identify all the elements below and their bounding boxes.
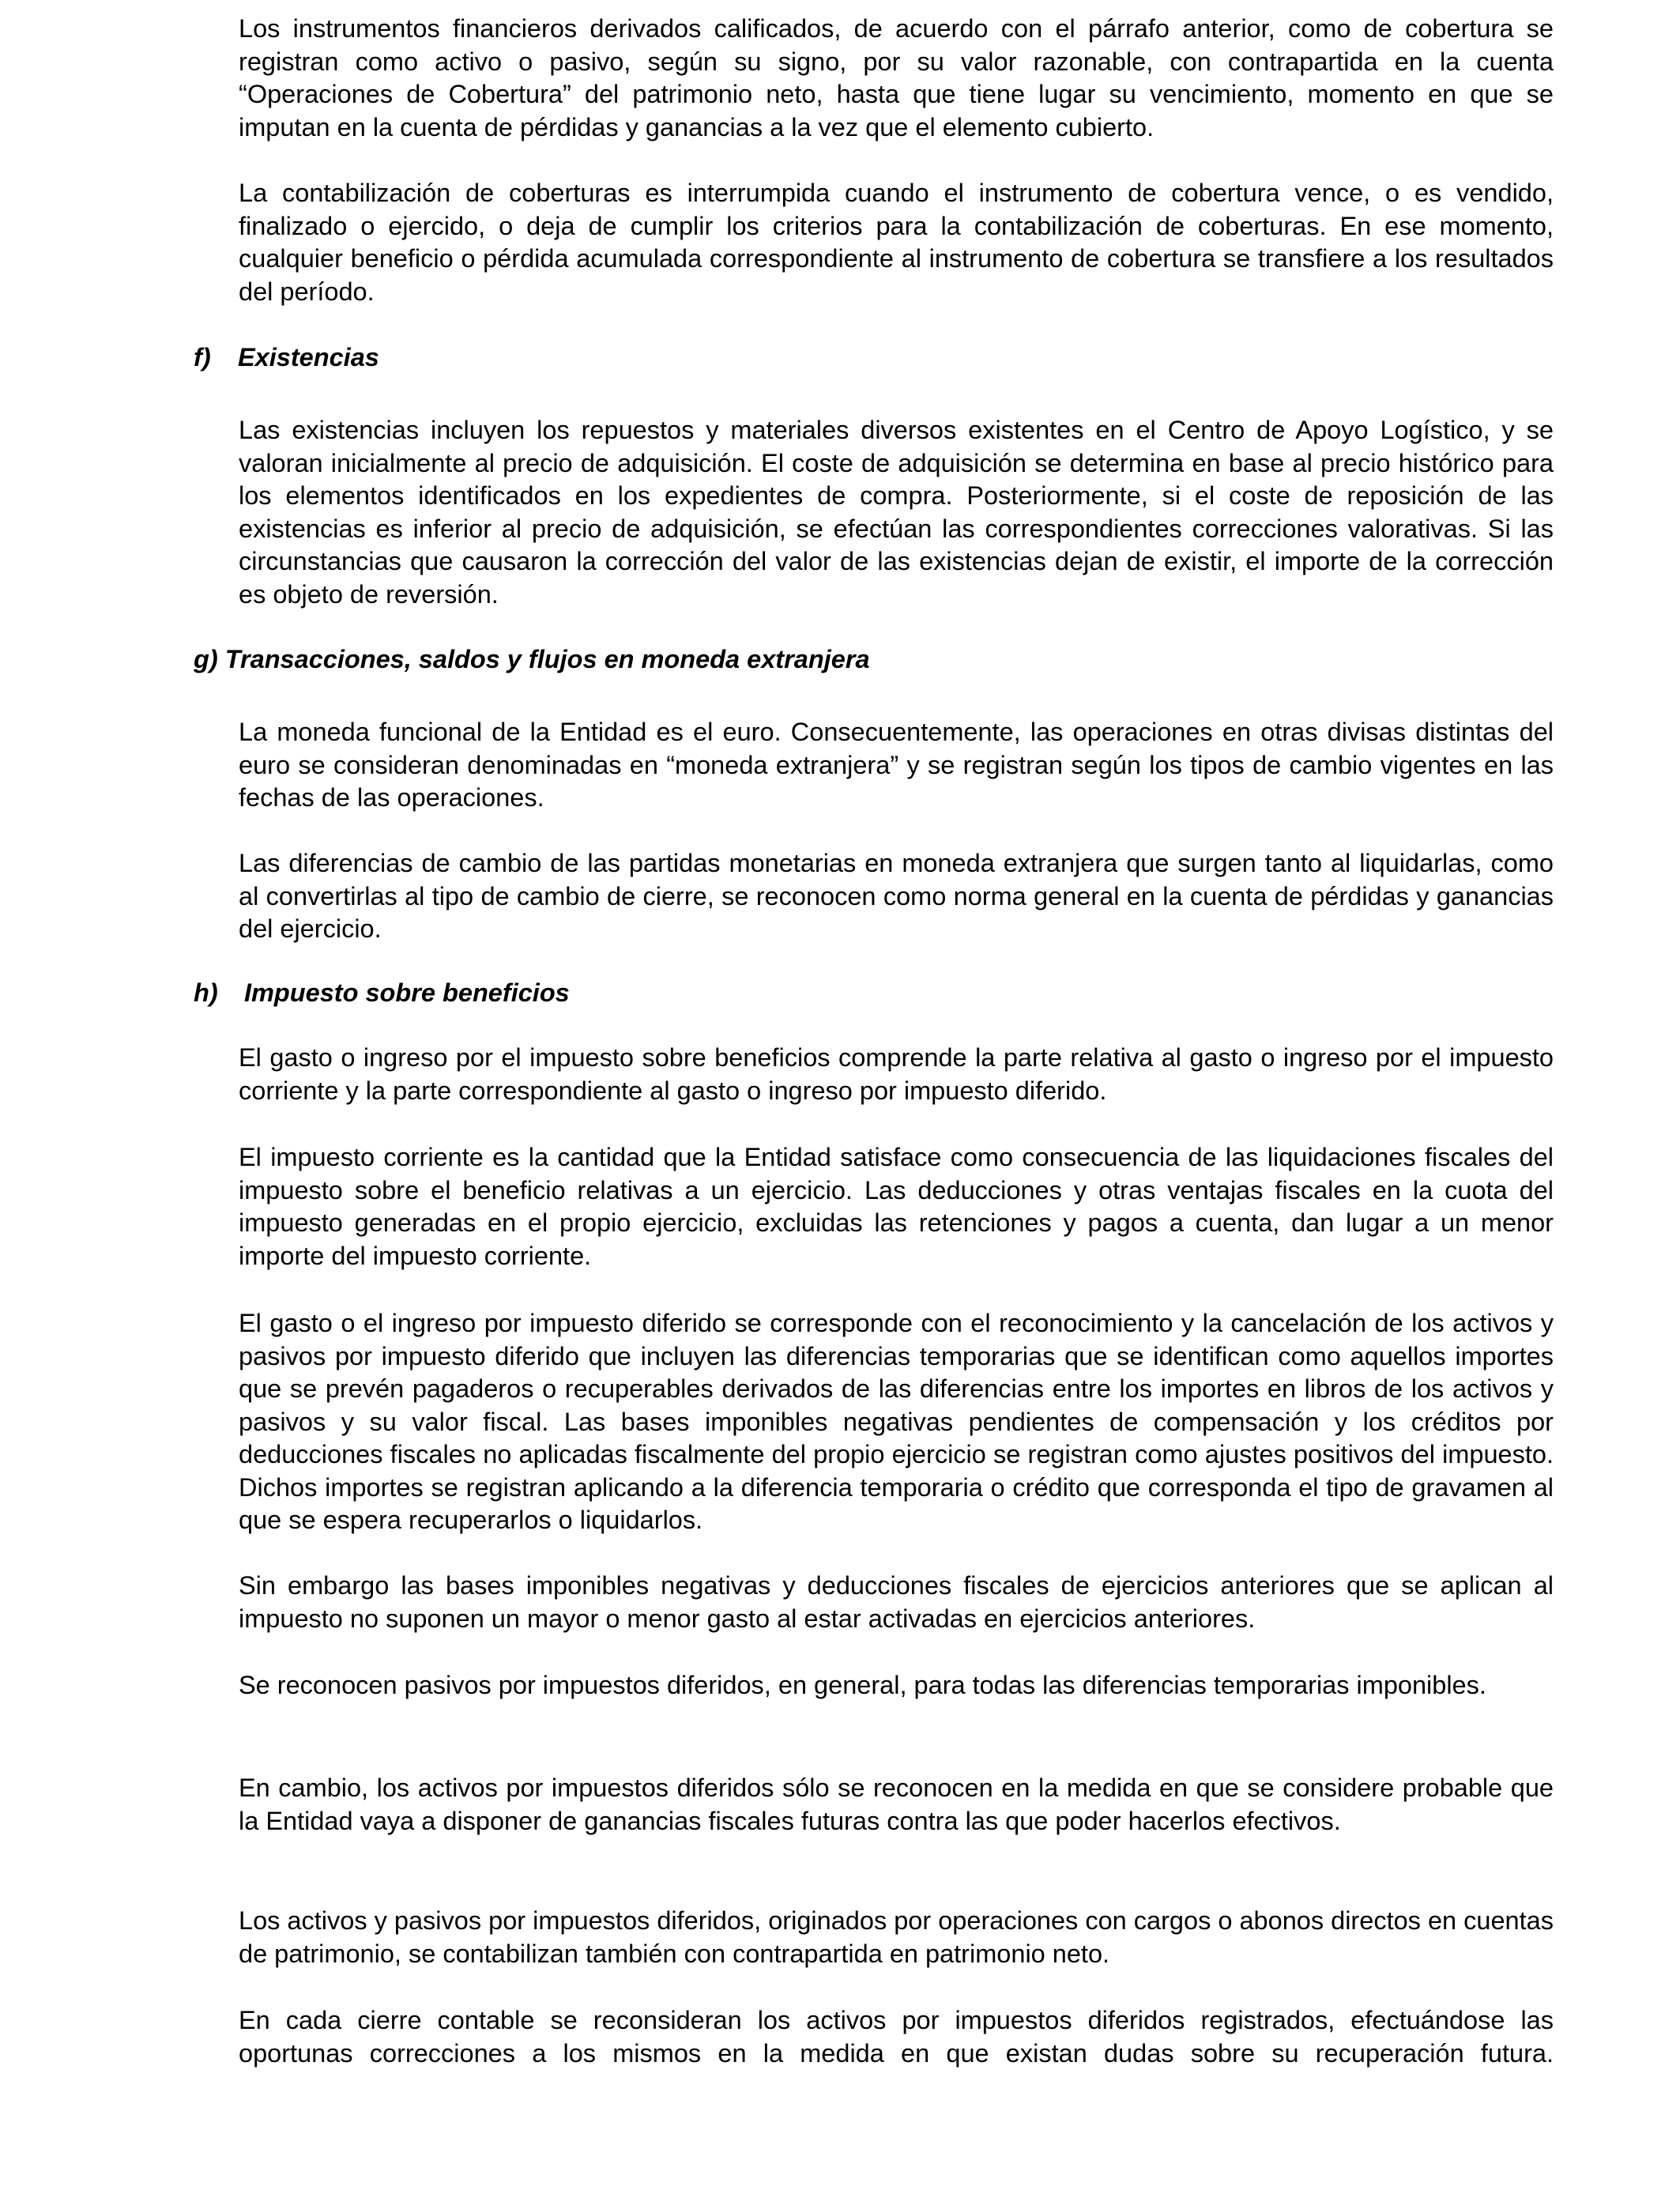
paragraph-cierre-contable: En cada cierre contable se reconsideran los activos por impuestos diferidos registrados, efectuándose las oportunas correcciones a los mismos en la medida en que existan dudas sobre su recuperación futura.	[239, 2006, 1554, 2068]
paragraph-moneda-funcional: La moneda funcional de la Entidad es el euro. Consecuentemente, las operaciones en otras divisas distintas del euro se consideran denominadas en “moneda extranjera” y se registran según los tipos de cambio vigentes en las fechas de las operaciones.	[239, 718, 1554, 812]
section-heading-moneda-extranjera: g) Transacciones, saldos y flujos en moneda extranjera	[194, 645, 870, 673]
paragraph-coberturas-interrupcion: La contabilización de coberturas es interrumpida cuando el instrumento de cobertura vence, o es vendido, finalizado o ejercido, o deja de cumplir los criterios para la contabilización de coberturas. En ese momento, cualquier beneficio o pérdida acumulada correspondiente al instrumento de cobertura se transfiere a los resultados del período.	[239, 179, 1554, 306]
paragraph-coberturas-registro: Los instrumentos financieros derivados calificados, de acuerdo con el párrafo anterior, como de cobertura se registran como activo o pasivo, según su signo, por su valor razonable, con contrapartida en la cuenta “Operaciones de Cobertura” del patrimonio neto, hasta que tiene lugar su vencimiento, momento en que se imputan en la cuenta de pérdidas y ganancias a la vez que el elemento cubierto.	[239, 14, 1554, 141]
section-title: Existencias	[238, 343, 379, 371]
section-letter: h)	[194, 978, 218, 1007]
paragraph-patrimonio-neto: Los activos y pasivos por impuestos diferidos, originados por operaciones con cargos o abonos directos en cuentas de patrimonio, se contabilizan también con contrapartida en patrimonio neto.	[239, 1906, 1554, 1968]
paragraph-pasivos-diferidos: Se reconocen pasivos por impuestos diferidos, en general, para todas las diferencias temporarias imponibles.	[239, 1671, 1486, 1699]
section-title: Impuesto sobre beneficios	[244, 978, 570, 1007]
section-heading-existencias	[194, 341, 379, 375]
paragraph-impuesto-diferido: El gasto o el ingreso por impuesto diferido se corresponde con el reconocimiento y la cancelación de los activos y pasivos por impuesto diferido que incluyen las diferencias temporarias que se identifican como aquellos importes que se prevén pagaderos o recuperables derivados de las diferencias entre los importes en libros de los activos y pasivos y su valor fiscal. Las bases imponibles negativas pendientes de compensación y los créditos por deducciones fiscales no aplicadas fiscalmente del propio ejercicio se registran como ajustes positivos del impuesto. Dichos importes se registran aplicando a la diferencia temporaria o crédito que corresponda el tipo de gravamen al que se espera recuperarlos o liquidarlos.	[239, 1309, 1554, 1534]
paragraph-gasto-ingreso: El gasto o ingreso por el impuesto sobre beneficios comprende la parte relativa al gasto o ingreso por el impuesto corriente y la parte correspondiente al gasto o ingreso por impuesto diferido.	[239, 1043, 1554, 1105]
paragraph-impuesto-corriente: El impuesto corriente es la cantidad que la Entidad satisface como consecuencia de las liquidaciones fiscales del impuesto sobre el beneficio relativas a un ejercicio. Las deducciones y otras ventajas fiscales en la cuota del impuesto generadas en el propio ejercicio, excluidas las retenciones y pagos a cuenta, dan lugar a un menor importe del impuesto corriente.	[239, 1143, 1554, 1270]
paragraph-activos-diferidos: En cambio, los activos por impuestos diferidos sólo se reconocen en la medida en que se considere probable que la Entidad vaya a disponer de ganancias fiscales futuras contra las que poder hacerlos efectivos.	[239, 1774, 1554, 1835]
paragraph-diferencias-cambio: Las diferencias de cambio de las partidas monetarias en moneda extranjera que surgen tanto al liquidarlas, como al convertirlas al tipo de cambio de cierre, se reconocen como norma general en la cuenta de pérdidas y ganancias del ejercicio.	[239, 849, 1554, 943]
paragraph-existencias: Las existencias incluyen los repuestos y materiales diversos existentes en el Centro de Apoyo Logístico, y se valoran inicialmente al precio de adquisición. El coste de adquisición se determina en base al precio histórico para los elementos identificados en los expedientes de compra. Posteriormente, si el coste de reposición de las existencias es inferior al precio de adquisición, se efectúan las correspondientes correcciones valorativas. Si las circunstancias que causaron la corrección del valor de las existencias dejan de existir, el importe de la corrección es objeto de reversión.	[239, 416, 1554, 609]
section-letter: f)	[194, 343, 211, 371]
section-heading-impuesto	[194, 977, 570, 1010]
paragraph-bases-imponibles: Sin embargo las bases imponibles negativas y deducciones fiscales de ejercicios anteriores que se aplican al impuesto no suponen un mayor o menor gasto al estar activadas en ejercicios anteriores.	[239, 1571, 1554, 1633]
